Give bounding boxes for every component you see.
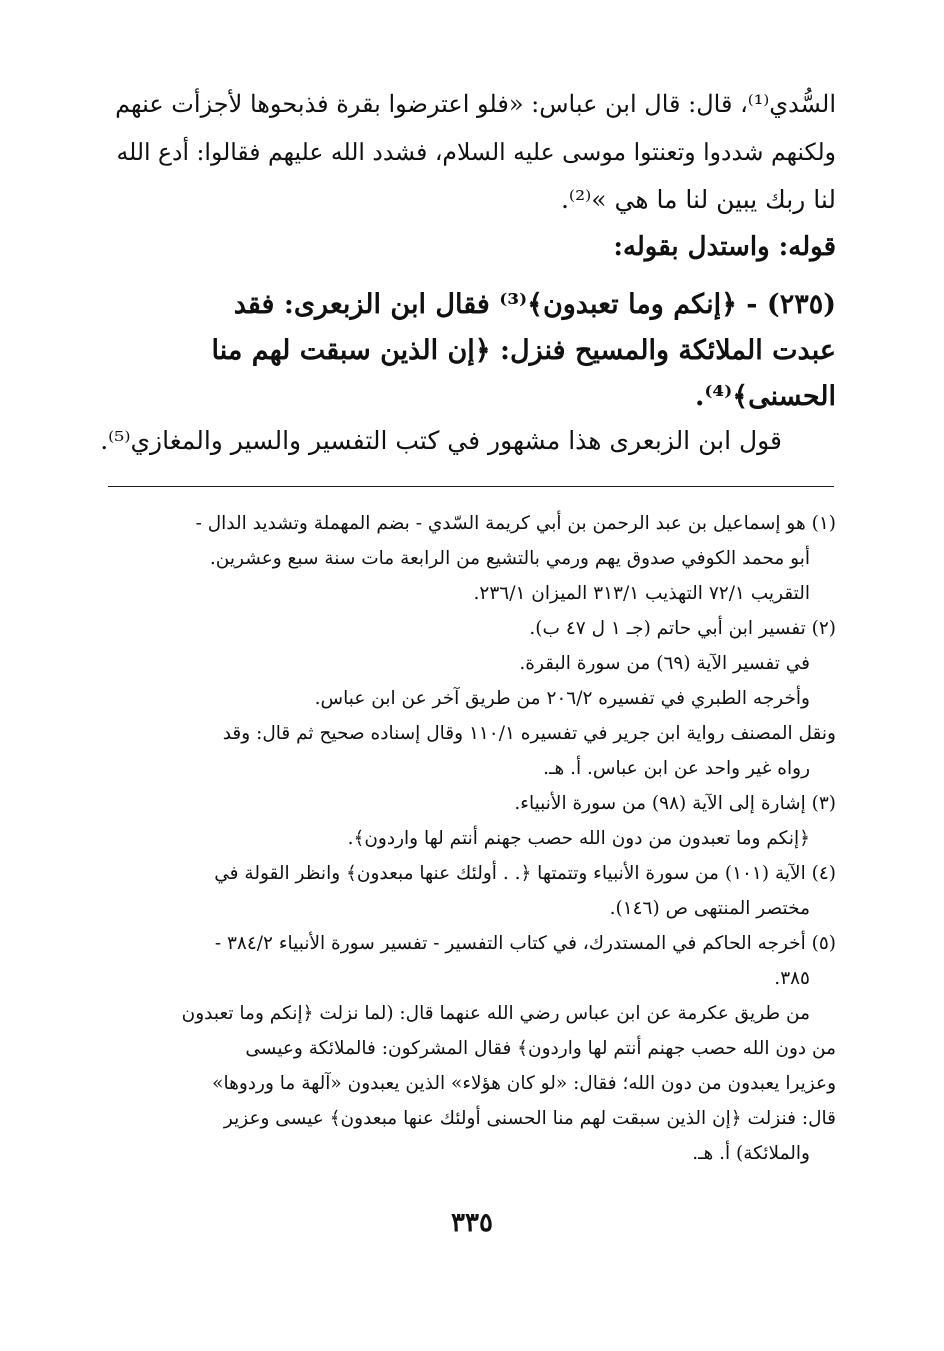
text-line: لنا ربك يبين لنا ما هي »⁽²⁾. <box>560 185 836 214</box>
footnote-line: (٢) تفسير ابن أبي حاتم (جـ ١ ل ٤٧ ب). <box>529 618 836 639</box>
footnote-line: التقريب ٧٢/١ التهذيب ٣١٣/١ الميزان ٢٣٦/١. <box>473 583 810 604</box>
text-line: ولكنهم شددوا وتعنتوا موسى عليه السلام، فشدد الله عليهم فقالوا: أدع الله <box>116 138 836 166</box>
footnote-line: وأخرجه الطبري في تفسيره ٢٠٦/٢ من طريق آخر عن ابن عباس. <box>314 688 810 709</box>
footnote-line: رواه غير واحد عن ابن عباس. أ. هـ. <box>543 758 810 779</box>
commentary-line: قول ابن الزبعرى هذا مشهور في كتب التفسير والسير والمغازي⁽⁵⁾. <box>100 426 782 455</box>
hadith-line: (٢٣٥) - ﴿إنكم وما تعبدون﴾⁽³⁾ فقال ابن الزبعرى: فقد <box>233 289 836 320</box>
footnote-line: وعزيرا يعبدون من دون الله؛ فقال: «لو كان هؤلاء» الذين يعبدون «آلهة ما وردوها» <box>212 1073 836 1094</box>
footnote-divider <box>108 486 834 487</box>
footnote-line: ﴿إنكم وما تعبدون من دون الله حصب جهنم أنتم لها واردون﴾. <box>347 828 810 849</box>
footnote-line: مختصر المنتهى ص (١٤٦). <box>609 898 810 919</box>
footnote-line: أبو محمد الكوفي صدوق يهم ورمي بالتشيع من الرابعة مات سنة سبع وعشرين. <box>209 548 810 569</box>
footnotes-block <box>106 506 836 1171</box>
footnote-line: من طريق عكرمة عن ابن عباس رضي الله عنهما قال: (لما نزلت ﴿إنكم وما تعبدون <box>181 1003 810 1024</box>
footnote-line: (١) هو إسماعيل بن عبد الرحمن بن أبي كريمة السّدي - بضم المهملة وتشديد الدال - <box>195 513 836 534</box>
hadith-line: الحسنى﴾⁽⁴⁾. <box>694 381 836 412</box>
footnote-line: (٥) أخرجه الحاكم في المستدرك، في كتاب التفسير - تفسير سورة الأنبياء ٣٨٤/٢ - <box>214 933 836 954</box>
footnote-line: في تفسير الآية (٦٩) من سورة البقرة. <box>519 653 810 674</box>
footnote-line: من دون الله حصب جهنم أنتم لها واردون﴾ فقال المشركون: فالملائكة وعيسى <box>245 1038 836 1059</box>
footnote-line: ونقل المصنف رواية ابن جرير في تفسيره ١١٠/١ وقال إسناده صحيح ثم قال: وقد <box>222 723 836 744</box>
main-text-block <box>108 80 836 224</box>
hadith-text <box>108 282 836 420</box>
footnote-line: ٣٨٥. <box>774 968 810 989</box>
footnote-line: قال: فنزلت ﴿إن الذين سبقت لهم منا الحسنى أولئك عنها مبعدون﴾ عيسى وعزير <box>223 1108 836 1129</box>
page-number: ٣٣٥ <box>451 1208 493 1238</box>
text-line: السُّدي⁽¹⁾، قال: قال ابن عباس: «فلو اعترضوا بقرة فذبحوها لأجزأت عنهم <box>115 90 836 118</box>
footnote-line: والملائكة) أ. هـ. <box>692 1143 810 1164</box>
footnote-line: (٤) الآية (١٠١) من سورة الأنبياء وتتمتها ﴿. . أولئك عنها مبعدون﴾ وانظر القولة في <box>214 863 836 884</box>
section-heading: قوله: واستدل بقوله: <box>613 232 836 262</box>
hadith-line: عبدت الملائكة والمسيح فنزل: ﴿إن الذين سبقت لهم منا <box>211 335 836 366</box>
footnote-line: (٣) إشارة إلى الآية (٩٨) من سورة الأنبياء. <box>514 793 836 814</box>
